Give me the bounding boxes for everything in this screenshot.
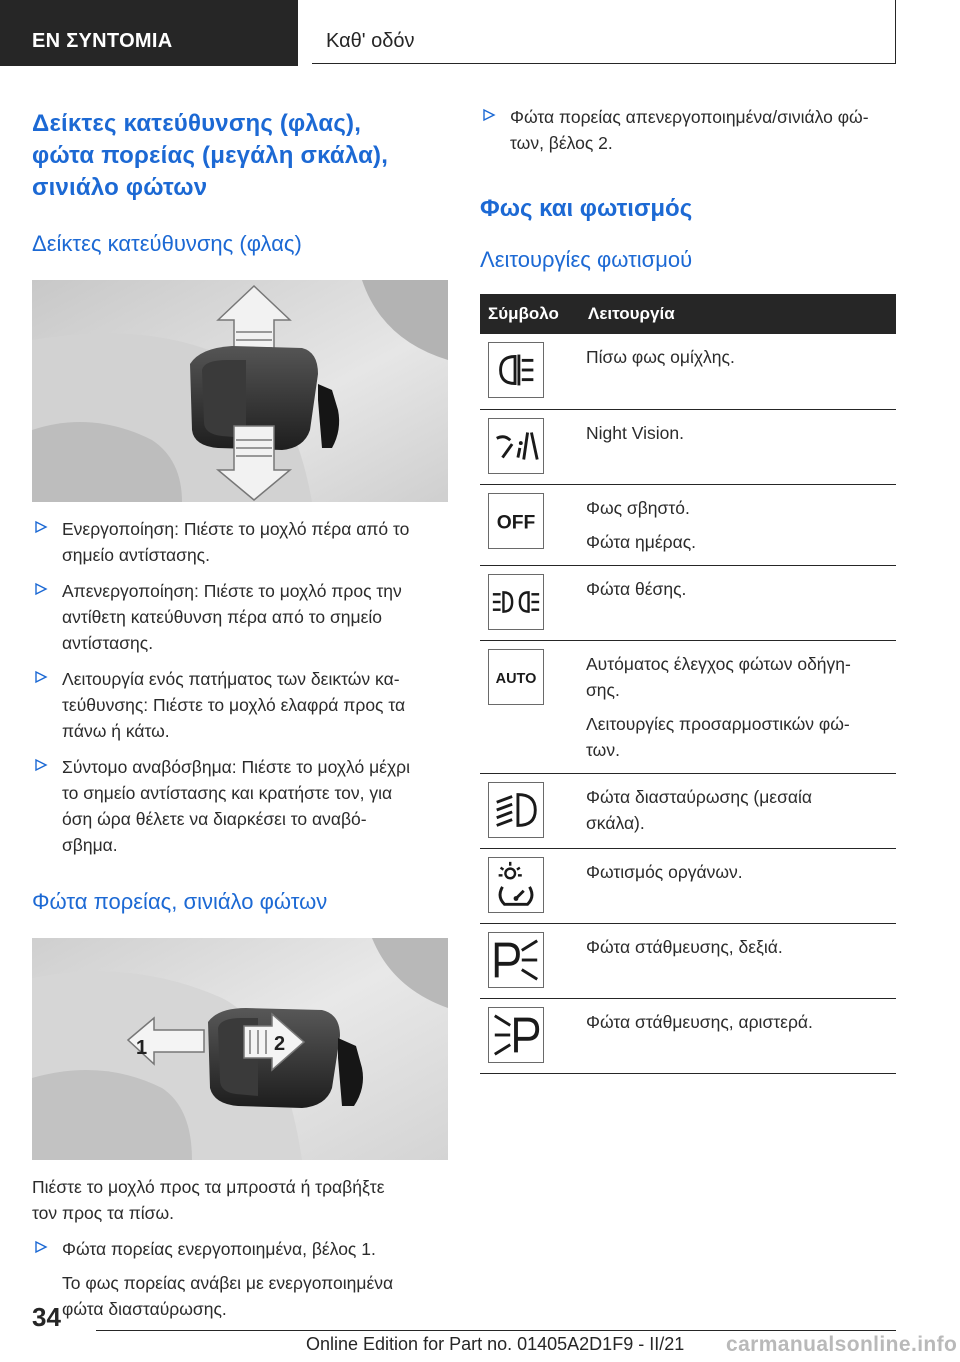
low-beam-icon (488, 782, 544, 838)
arrow-label-2: 2 (274, 1033, 286, 1055)
table-row (480, 998, 896, 1073)
edition-note: Online Edition for Part no. 01405A2D1F9 - II/21 (306, 1334, 685, 1354)
list-item: Σύντομο αναβόσβημα: Πιέστε το μοχλό μέχρι το σημείο αντίστασης και κρατήστε τον, για όση ώρα θέλετε να διαρκέσει το αναβό- σβημα. (32, 754, 452, 858)
bullet-triangle-icon (482, 108, 496, 122)
bullet-triangle-icon (34, 670, 48, 684)
lighting-section-title: Φως και φωτισμός (480, 195, 693, 222)
list-item: Φώτα πορείας ενεργοποιημένα, βέλος 1. (32, 1236, 452, 1262)
table-row (480, 484, 896, 565)
function-text: Night Vision. (586, 422, 684, 443)
night-vision-icon (488, 418, 544, 474)
function-text: Φώτα στάθμευσης, αριστερά. (586, 1011, 813, 1032)
chapter-title: Καθ' οδόν (312, 0, 896, 64)
high-beam-subtitle: Φώτα πορείας, σινιάλο φώτων (32, 889, 328, 914)
section-tab[interactable]: ΕΝ ΣΥΝΤΟΜΙΑ (0, 0, 298, 66)
function-text: Λειτουργίες προσαρμοστικών φώ- των. (586, 713, 850, 760)
function-text: Φωτισμός οργάνων. (586, 861, 743, 882)
left-column (32, 108, 452, 1322)
parking-lights-icon (488, 574, 544, 630)
watermark: carmanualsonline.info (726, 1333, 958, 1356)
column-header-function: Λειτουργία (578, 294, 896, 334)
turn-signal-subtitle: Δείκτες κατεύθυνσης (φλας) (32, 231, 302, 256)
svg-text:OFF: OFF (496, 512, 536, 534)
function-text: Αυτόματος έλεγχος φώτων οδήγη- σης. (586, 653, 851, 700)
svg-text:AUTO: AUTO (495, 670, 537, 687)
section-title: Δείκτες κατεύθυνσης (φλας), φώτα πορείας (μεγάλη σκάλα), σινιάλο φώτων (32, 110, 389, 201)
lighting-symbols-table (480, 294, 896, 1074)
lighting-functions-subtitle: Λειτουργίες φωτισμού (480, 247, 693, 272)
list-item: Φώτα πορείας απενεργοποιημένα/σινιάλο φώ- των, βέλος 2. (480, 104, 896, 156)
function-text: Πίσω φως ομίχλης. (586, 347, 735, 367)
function-text: Φώτα διασταύρωσης (μεσαία σκάλα). (586, 786, 813, 833)
off-icon (488, 493, 544, 549)
parking-left-icon (488, 1007, 544, 1063)
column-header-symbol: Σύμβολο (480, 294, 578, 334)
arrow-label-1: 1 (136, 1037, 148, 1059)
right-column (480, 104, 896, 1074)
auto-icon (488, 649, 544, 705)
page-header (0, 0, 960, 66)
footer-divider (96, 1330, 896, 1331)
instrument-lighting-icon (488, 857, 544, 913)
list-item: Λειτουργία ενός πατήματος των δεικτών κα- τεύθυνσης: Πιέστε το μοχλό ελαφρά προς τα πάνω ή κάτω. (32, 666, 452, 744)
table-header-row (480, 294, 896, 334)
table-row (480, 409, 896, 484)
function-text: Φως σβηστό. (586, 497, 690, 518)
list-item: Απενεργοποίηση: Πιέστε το μοχλό προς την αντίθετη κατεύθυνση πέρα από το σημείο αντίστασης. (32, 578, 452, 656)
function-text: Φώτα στάθμευσης, δεξιά. (586, 936, 783, 957)
bullet-triangle-icon (34, 1240, 48, 1254)
table-row (480, 848, 896, 923)
table-row (480, 923, 896, 998)
high-beam-off-list (480, 104, 896, 156)
bullet-triangle-icon (34, 520, 48, 534)
bullet-triangle-icon (34, 582, 48, 596)
high-beam-figure (32, 938, 448, 1160)
page-number: 34 (32, 1302, 61, 1332)
table-row (480, 565, 896, 640)
parking-right-icon (488, 932, 544, 988)
rear-fog-light-icon (488, 342, 544, 398)
high-beam-subnote: Το φως πορείας ανάβει με ενεργοποιημένα φώτα διασταύρωσης. (62, 1273, 394, 1319)
function-text: Φώτα ημέρας. (586, 531, 697, 552)
turn-signal-list (32, 516, 452, 858)
bullet-triangle-icon (34, 758, 48, 772)
high-beam-list (32, 1236, 452, 1262)
high-beam-paragraph: Πιέστε το μοχλό προς τα μπροστά ή τραβήξτε τον προς τα πίσω. (32, 1177, 385, 1223)
list-item: Ενεργοποίηση: Πιέστε το μοχλό πέρα από το σημείο αντίστασης. (32, 516, 452, 568)
turn-signal-figure (32, 280, 448, 502)
table-row (480, 640, 896, 773)
table-row (480, 773, 896, 848)
table-row (480, 334, 896, 409)
function-text: Φώτα θέσης. (586, 578, 687, 599)
